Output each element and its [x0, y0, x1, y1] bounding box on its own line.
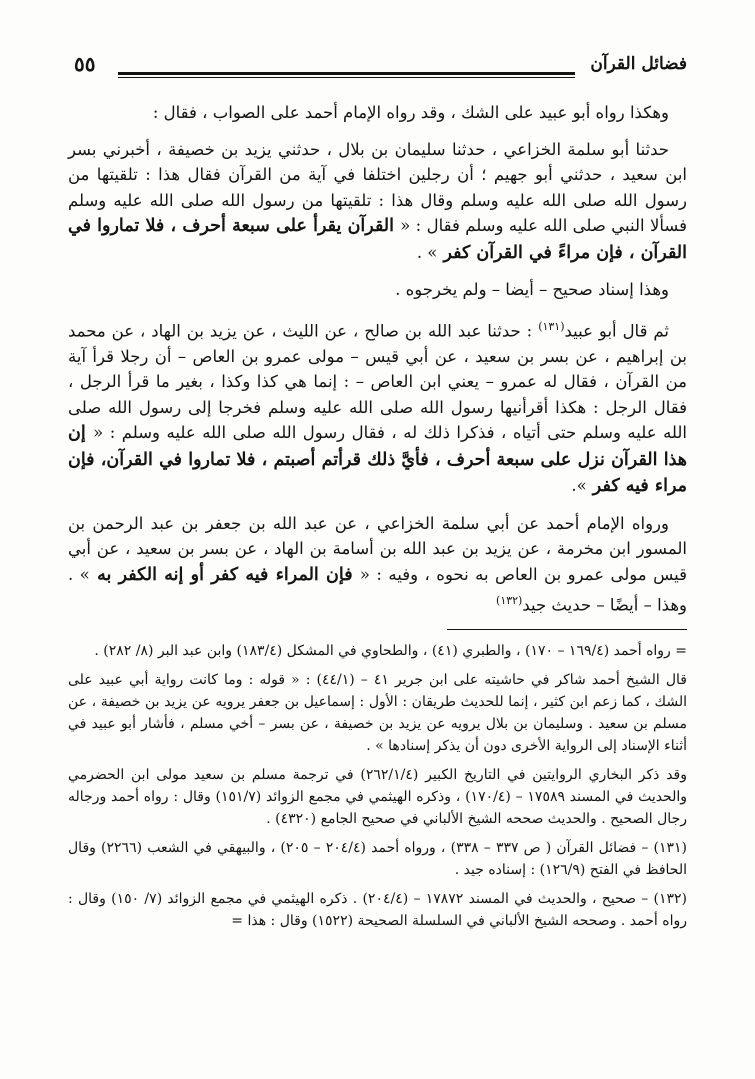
- header-rule-thin: [118, 77, 575, 78]
- paragraph-5-end: » . وهذا – أيضًا – حديث جيد: [68, 564, 687, 615]
- paragraph-4-start: ثم قال أبو عبيد: [564, 321, 669, 340]
- hadith-text-1: القرآن يقرأ على سبعة أحرف ، فلا تماروا في القرآن ، فإن مراءً في القرآن كفر: [68, 216, 687, 263]
- paragraph-2: [68, 137, 687, 267]
- footnote-132: (١٣٢) – صحيح ، والحديث في المسند ١٧٨٧٢ – (٢٠٤/٤) . ذكره الهيثمي في مجمع الزوائد (٧/ ١٥٠) وقال : رواه أحمد . وصححه الشيخ الألباني في السلسلة الصحيحة (١٥٢٢) وقال : هذا =: [68, 891, 687, 929]
- paragraph-4: [68, 314, 687, 500]
- footnote-131: (١٣١) – فضائل القرآن ( ص ٣٣٧ – ٣٣٨) ، ورواه أحمد (٢٠٤/٤ – ٢٠٥) ، والبيهقي في الشعب (٢٢٦٦) وقال الحافظ في الفتح (١٢٦/٩) : إسناده جيد .: [68, 840, 688, 878]
- paragraph-3: وهذا إسناد صحيح – أيضا – ولم يخرجوه .: [395, 280, 669, 299]
- header-rule: [118, 72, 575, 75]
- hadith-text-3: فإن المراء فيه كفر أو إنه الكفر به: [89, 564, 360, 585]
- paragraph-2-end: » .: [416, 242, 438, 262]
- paragraph-5-text: ورواه الإمام أحمد عن أبي سلمة الخزاعي ، عن عبد الله بن جعفر بن عبد الرحمن بن المسور ابن مخرمة ، عن يزيد بن عبد الله بن أسامة بن الهاد ، عن بسر بن سعيد ، عن أبي قيس مولى عمرو بن العاص به نحوه ، وفيه : «: [68, 513, 687, 584]
- footnote-continuation: = رواه أحمد (١٦٩/٤ – ١٧٠) ، والطبري (٤١) ، والطحاوي في المشكل (١٨٣/٤) وابن عبد البر (٨/ ٢٨٢) .: [94, 643, 687, 659]
- paragraph-1: وهكذا رواه أبو عبيد على الشك ، وقد رواه الإمام أحمد على الصواب ، فقال :: [152, 103, 669, 122]
- paragraph-2-text: حدثنا أبو سلمة الخزاعي ، حدثنا سليمان بن بلال ، حدثني يزيد بن خصيفة ، أخبرني بسر ابن سعيد ، حدثني أبو جهيم ؛ أن رجلين اختلفا في آية من القرآن فقال هذا : تلقيتها من رسول الله صلى الله عليه وسلم وقال هذا : تلقيتها من رسول الله صلى الله عليه وسلم فسألا النبي صلى الله عليه وسلم فقال : «: [68, 139, 687, 235]
- running-title: فضائل القرآن: [590, 54, 687, 74]
- footnote-ref-132: (١٣٢): [496, 594, 523, 607]
- footnote-shakir: قال الشيخ أحمد شاكر في حاشيته على ابن جرير ٤١ – (٤٤/١) : « قوله : وما كانت رواية أبي عبيد على الشك ، كما زعم ابن كثير ، إنما للحديث طريقان : الأول : إسماعيل بن جعفر يرويه عن يزيد بن خصيفة ، عن مسلم بن سعيد . وسليمان بن بلال يرويه عن يزيد بن خصيفة ، عن بسر – أخي مسلم ، فأشار أبو عبيد في أثناء الإسناد إلى الرواية الأخرى دون أن يذكر إسنادها » .: [68, 672, 687, 754]
- paragraph-4-text: : حدثنا عبد الله بن صالح ، عن الليث ، عن يزيد بن الهاد ، عن محمد بن إبراهيم ، عن بسر بن سعيد ، عن أبي قيس – مولى عمرو بن العاص – أن رجلا قرأ آية من القرآن ، فقال له عمرو – يعني ابن العاص – : إنما هي كذا وكذا ، بغير ما قرأ الرجل ، فقال الرجل : هكذا أقرأنيها رسول الله صلى الله عليه وسلم فخرجا إلى رسول الله صلى الله عليه وسلم حتى أتياه ، فذكرا ذلك له ، فقال رسول الله صلى الله عليه وسلم : «: [68, 321, 688, 442]
- hadith-text-2: إن هذا القرآن نزل على سبعة أحرف ، فأيَّ ذلك قرأتم أصبتم ، فلا تماروا في القرآن، فإن مراء فيه كفر: [68, 423, 687, 496]
- paragraph-4-end: ».: [571, 476, 587, 495]
- footnotes: [68, 629, 687, 932]
- main-text: [68, 100, 687, 939]
- footnote-ref-131: (١٣١): [538, 319, 565, 333]
- page-number: ٥٥: [74, 52, 96, 76]
- page-header: [68, 50, 687, 90]
- footnote-rule: [447, 629, 687, 630]
- footnote-bukhari: وقد ذكر البخاري الروايتين في التاريخ الكبير (٢٦٢/١/٤) في ترجمة مسلم بن سعيد مولى ابن الحضرمي والحديث في المسند ١٧٥٨٩ – (١٧٠/٤) ، وذكره الهيثمي في مجمع الزوائد (١٥١/٧) وقال : رواه أحمد ورجاله رجال الصحيح . والحديث صححه الشيخ الألباني في صحيح الجامع (٤٣٢٠) .: [68, 767, 688, 827]
- paragraph-5: [68, 511, 687, 619]
